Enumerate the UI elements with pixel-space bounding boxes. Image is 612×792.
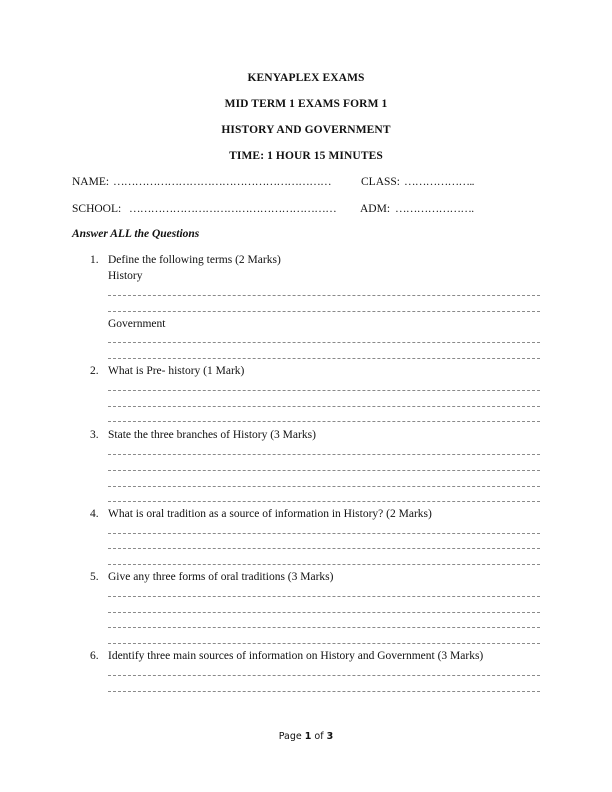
page-of: of	[314, 731, 324, 742]
term-government: Government	[108, 318, 166, 330]
question-text: State the three branches of History (3 Marks)	[108, 429, 316, 441]
answer-line[interactable]	[108, 421, 540, 422]
class-label: CLASS:	[361, 176, 400, 188]
total-pages: 3	[326, 731, 334, 742]
name-label: NAME:	[72, 176, 110, 188]
term-history: History	[108, 270, 143, 282]
name-field[interactable]: ……………………………………………………	[113, 176, 332, 188]
page-number	[0, 731, 612, 742]
answer-line[interactable]	[108, 548, 540, 549]
time-allowed: TIME: 1 HOUR 15 MINUTES	[229, 150, 383, 162]
question-number: 3.	[90, 429, 99, 441]
school-label: SCHOOL:	[72, 203, 122, 215]
question-text: What is oral tradition as a source of information in History? (2 Marks)	[108, 508, 432, 520]
exam-term-title: MID TERM 1 EXAMS FORM 1	[224, 98, 388, 110]
answer-line[interactable]	[108, 311, 540, 312]
page-prefix: Page	[278, 731, 302, 742]
question-number: 1.	[90, 254, 99, 266]
school-field[interactable]: …………………………………………………	[129, 203, 337, 215]
question-number: 5.	[90, 571, 99, 583]
answer-line[interactable]	[108, 454, 540, 455]
answer-line[interactable]	[108, 627, 540, 628]
subject-title: HISTORY AND GOVERNMENT	[221, 124, 391, 136]
question-number: 2.	[90, 365, 99, 377]
class-field[interactable]: ………………..	[404, 176, 474, 188]
adm-field[interactable]: ………………….	[395, 203, 474, 215]
question-text: Define the following terms (2 Marks)	[108, 254, 281, 266]
answer-line[interactable]	[108, 643, 540, 644]
answer-line[interactable]	[108, 675, 540, 676]
answer-line[interactable]	[108, 342, 540, 343]
answer-line[interactable]	[108, 470, 540, 471]
question-number: 6.	[90, 650, 99, 662]
answer-line[interactable]	[108, 406, 540, 407]
answer-line[interactable]	[108, 501, 540, 502]
question-number: 4.	[90, 508, 99, 520]
question-text: Give any three forms of oral traditions (3 Marks)	[108, 571, 334, 583]
answer-line[interactable]	[108, 612, 540, 613]
adm-label: ADM:	[360, 203, 391, 215]
answer-line[interactable]	[108, 295, 540, 296]
question-text: Identify three main sources of information on History and Government (3 Marks)	[108, 650, 484, 662]
question-text: What is Pre- history (1 Mark)	[108, 365, 245, 377]
current-page: 1	[304, 731, 312, 742]
answer-line[interactable]	[108, 486, 540, 487]
answer-line[interactable]	[108, 533, 540, 534]
exam-provider-title: KENYAPLEX EXAMS	[247, 72, 365, 84]
answer-line[interactable]	[108, 596, 540, 597]
answer-line[interactable]	[108, 564, 540, 565]
answer-line[interactable]	[108, 691, 540, 692]
answer-line[interactable]	[108, 390, 540, 391]
answer-line[interactable]	[108, 358, 540, 359]
instructions: Answer ALL the Questions	[72, 228, 200, 240]
